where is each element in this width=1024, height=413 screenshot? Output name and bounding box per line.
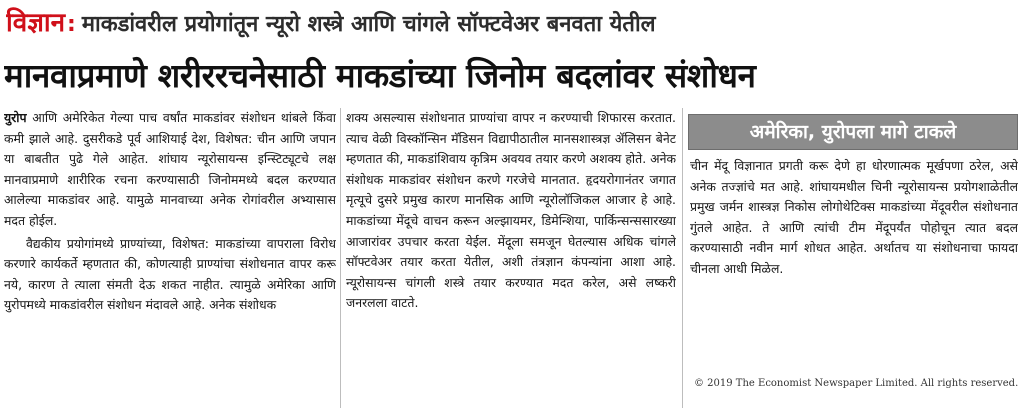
article-column-2 xyxy=(346,108,676,410)
column-3-paragraph-1: चीन मेंदू विज्ञानात प्रगती करू देणे हा धोरणात्मक मूर्खपणा ठरेल, असे अनेक तज्ज्ञांचे मत आहे. शांघायमधील चिनी न्यूरोसायन्स प्रयोगशाळेतील प्रमुख जर्मन शास्त्रज्ञ निकोस लोगोथेटिक्स माकडांच्या मेंदूवरील संशोधनात गुंतले आहेत. ते आणि त्यांची टीम मेंदूपर्यंत पोहोचून त्यात बदल करण्यासाठी नवीन मार्ग शोधत आहेत. अर्थातच या संशोधनाचा फायदा चीनला आधी मिळेल. xyxy=(690,158,1018,276)
subheading-box: अमेरिका, युरोपला मागे टाकले xyxy=(688,114,1018,150)
kicker-line xyxy=(6,4,1018,42)
article-column-1 xyxy=(4,108,336,410)
column-2-paragraph-1: शक्य असल्यास संशोधनात प्राण्यांचा वापर न करण्याची शिफारस करतात. त्याच वेळी विस्कॉन्सिन मॅडिसन विद्यापीठातील मानसशास्त्रज्ञ ॲलिसन बेनेट म्हणतात की, माकडांशिवाय कृत्रिम अवयव तयार करणे अशक्य होते. अनेक संशोधक माकडांवर संशोधन करणे गरजेचे मानतात. हृदयरोगानंतर जगात मृत्यूचे दुसरे प्रमुख कारण मानसिक आणि न्यूरोलॉजिकल आजार हे आहे. माकडांच्या मेंदूचे वाचन करून अल्झायमर, डिमेन्शिया, पार्किन्सन्ससारख्या आजारांवर उपचार करता येईल. मेंदूला समजून घेतल्यास अधिक चांगले सॉफ्टवेअर तयार करता येतील, अशी तंत्रज्ञान कंपन्यांना आशा आहे. न्यूरोसायन्स चांगली शस्त्रे तयार करण्यात मदत करेल, असे लष्करी जनरलला वाटते. xyxy=(346,110,676,311)
copyright-notice: © 2019 The Economist Newspaper Limited. All rights reserved. xyxy=(694,378,1019,389)
article-column-3 xyxy=(690,156,1018,368)
section-colon: : xyxy=(67,12,76,37)
column-1-paragraph-1 xyxy=(4,108,336,232)
column-divider-1 xyxy=(340,108,341,408)
headline: मानवाप्रमाणे शरीररचनेसाठी माकडांच्या जिनोम बदलांवर संशोधन xyxy=(4,56,756,95)
column-1-paragraph-1-text: आणि अमेरिकेत गेल्या पाच वर्षांत माकडांवर संशोधन थांबले किंवा कमी झाले आहे. दुसरीकडे पूर्व आशियाई देश, विशेषत: चीन आणि जपान या बाबतीत पुढे गेले आहेत. शांघाय न्यूरोसायन्स इन्स्टिट्यूटचे लक्ष मानवाप्रमाणे शारीरिक रचना करण्यासाठी जिनोममध्ये बदल करण्यात आलेल्या माकडांवर आहे. यामुळे मानवाच्या अनेक रोगांवरील अभ्यासास मदत होईल. xyxy=(4,110,336,228)
kicker-text: माकडांवरील प्रयोगांतून न्यूरो शस्त्रे आणि चांगले सॉफ्टवेअर बनवता येतील xyxy=(81,12,656,37)
section-tag: विज्ञान xyxy=(6,8,66,38)
column-1-paragraph-2: वैद्यकीय प्रयोगांमध्ये प्राण्यांच्या, विशेषत: माकडांच्या वापराला विरोध करणारे कार्यकर्ते म्हणतात की, कोणत्याही प्राण्यांचा संशोधनात वापर करू नये, कारण ते त्याला संमती देऊ शकत नाहीत. त्यामुळे अमेरिका आणि युरोपमध्ये माकडांवरील संशोधन मंदावले आहे. अनेक संशोधक xyxy=(4,235,336,313)
lead-word: युरोप xyxy=(4,110,27,125)
column-divider-2 xyxy=(682,108,683,408)
